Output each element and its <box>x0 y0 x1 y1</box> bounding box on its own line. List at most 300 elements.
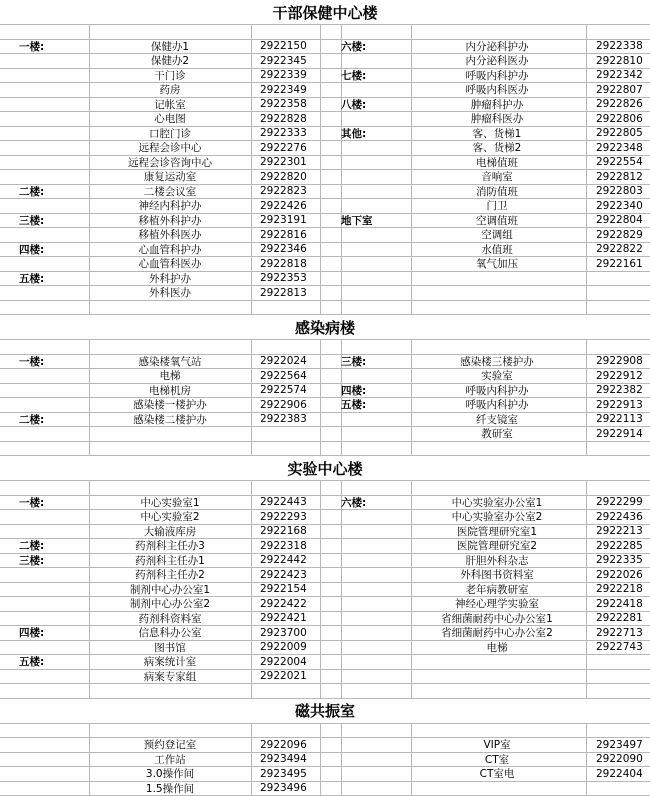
grid-line <box>586 243 587 257</box>
department-name <box>411 782 583 796</box>
grid-line <box>320 141 321 155</box>
phone-number: 2922213 <box>596 525 650 539</box>
table-row <box>0 612 650 627</box>
grid-line <box>320 69 321 83</box>
phone-number: 2922339 <box>260 69 320 83</box>
department-name: 中心实验室1 <box>89 496 251 510</box>
grid-line <box>320 510 321 524</box>
table-row <box>0 112 650 127</box>
grid-line <box>586 626 587 640</box>
floor-label <box>19 69 89 83</box>
table-row <box>0 25 650 40</box>
floor-label: 二楼: <box>19 539 89 553</box>
grid-line <box>586 525 587 539</box>
floor-label <box>341 54 411 68</box>
grid-line <box>586 83 587 97</box>
floor-label: 地下室 <box>341 214 411 228</box>
phone-number <box>596 481 650 495</box>
grid-line <box>586 655 587 669</box>
table-row <box>0 655 650 670</box>
department-name: 外科护办 <box>89 272 251 286</box>
floor-label <box>341 83 411 97</box>
table-row <box>0 127 650 142</box>
phone-number <box>596 442 650 456</box>
phone-number: 2922281 <box>596 612 650 626</box>
phone-number: 2922564 <box>260 369 320 383</box>
grid-line <box>320 199 321 213</box>
department-name <box>411 340 583 354</box>
grid-line <box>586 199 587 213</box>
grid-line <box>586 641 587 655</box>
phone-number <box>260 427 320 441</box>
department-name: 呼吸内科护办 <box>411 384 583 398</box>
grid-line <box>251 641 252 655</box>
phone-number <box>596 655 650 669</box>
table-row <box>0 481 650 496</box>
grid-line <box>320 597 321 611</box>
grid-line <box>251 69 252 83</box>
department-name: 心血管科医办 <box>89 257 251 271</box>
grid-line <box>320 112 321 126</box>
grid-line <box>251 54 252 68</box>
department-name: 工作站 <box>89 753 251 767</box>
grid-line <box>320 228 321 242</box>
department-name <box>89 301 251 315</box>
floor-label <box>341 369 411 383</box>
phone-number: 2922442 <box>260 554 320 568</box>
department-name: 电梯 <box>411 641 583 655</box>
department-name: 心血管科护办 <box>89 243 251 257</box>
grid-line <box>586 112 587 126</box>
floor-label: 三楼: <box>19 554 89 568</box>
floor-label <box>341 301 411 315</box>
phone-number <box>260 301 320 315</box>
table-row <box>0 398 650 413</box>
floor-label <box>19 753 89 767</box>
grid-line <box>251 40 252 54</box>
grid-line <box>320 767 321 781</box>
grid-line <box>320 355 321 369</box>
department-name: 1.5操作间 <box>89 782 251 796</box>
grid-line <box>586 597 587 611</box>
department-name: 教研室 <box>411 427 583 441</box>
grid-line <box>251 496 252 510</box>
grid-line <box>320 340 321 354</box>
phone-number: 2922340 <box>596 199 650 213</box>
grid-line <box>320 214 321 228</box>
department-name <box>89 25 251 39</box>
phone-number: 2922318 <box>260 539 320 553</box>
floor-label <box>341 156 411 170</box>
grid-line <box>251 539 252 553</box>
table-row <box>0 355 650 370</box>
phone-number: 2922383 <box>260 413 320 427</box>
department-name: VIP室 <box>411 738 583 752</box>
phone-number: 2922805 <box>596 127 650 141</box>
department-name: 实验室 <box>411 369 583 383</box>
department-name: CT室 <box>411 753 583 767</box>
department-name: 内分泌科护办 <box>411 40 583 54</box>
floor-label: 三楼: <box>19 214 89 228</box>
department-name: 消防值班 <box>411 185 583 199</box>
department-name: 药剂科主任办1 <box>89 554 251 568</box>
floor-label <box>341 554 411 568</box>
floor-label <box>341 243 411 257</box>
table-row <box>0 40 650 55</box>
grid-line <box>251 83 252 97</box>
department-name: 电梯 <box>89 369 251 383</box>
grid-line <box>586 554 587 568</box>
department-name: 远程会诊中心 <box>89 141 251 155</box>
floor-label: 六楼: <box>341 40 411 54</box>
phone-number: 2922293 <box>260 510 320 524</box>
phone-number: 2922913 <box>596 398 650 412</box>
phone-number <box>596 340 650 354</box>
phone-number: 2922021 <box>260 670 320 684</box>
department-name: 呼吸内科护办 <box>411 398 583 412</box>
grid-line <box>251 597 252 611</box>
table-row <box>0 442 650 457</box>
grid-line <box>251 510 252 524</box>
grid-line <box>586 510 587 524</box>
floor-label <box>341 427 411 441</box>
grid-line <box>586 612 587 626</box>
grid-line <box>586 340 587 354</box>
grid-line <box>586 228 587 242</box>
grid-line <box>320 427 321 441</box>
phone-number: 2922912 <box>596 369 650 383</box>
phone-number <box>596 301 650 315</box>
table-row <box>0 286 650 301</box>
grid-line <box>586 286 587 300</box>
grid-line <box>586 753 587 767</box>
grid-line <box>320 272 321 286</box>
phone-number: 2922822 <box>596 243 650 257</box>
grid-line <box>320 655 321 669</box>
grid-line <box>320 583 321 597</box>
grid-line <box>320 413 321 427</box>
floor-label <box>341 525 411 539</box>
department-name: 神经心理学实验室 <box>411 597 583 611</box>
phone-number: 2922090 <box>596 753 650 767</box>
phone-number: 2922436 <box>596 510 650 524</box>
grid-line <box>251 156 252 170</box>
grid-line <box>251 369 252 383</box>
phone-number: 2922333 <box>260 127 320 141</box>
table-row <box>0 98 650 113</box>
floor-label <box>341 583 411 597</box>
grid-line <box>251 185 252 199</box>
floor-label <box>19 127 89 141</box>
table-row <box>0 510 650 525</box>
grid-line <box>320 554 321 568</box>
department-name: 空调值班 <box>411 214 583 228</box>
floor-label <box>341 738 411 752</box>
table-row <box>0 69 650 84</box>
grid-line <box>586 127 587 141</box>
grid-line <box>586 156 587 170</box>
grid-line <box>251 525 252 539</box>
grid-line <box>320 641 321 655</box>
phone-number <box>596 25 650 39</box>
department-name: 电梯值班 <box>411 156 583 170</box>
table-row <box>0 641 650 656</box>
phone-number: 2922828 <box>260 112 320 126</box>
floor-label <box>19 782 89 796</box>
floor-label: 二楼: <box>19 413 89 427</box>
department-name <box>411 670 583 684</box>
phone-number: 2922426 <box>260 199 320 213</box>
grid-line <box>586 413 587 427</box>
grid-line <box>586 69 587 83</box>
phone-number: 2922154 <box>260 583 320 597</box>
department-name: 感染楼一楼护办 <box>89 398 251 412</box>
department-name: 感染楼氧气站 <box>89 355 251 369</box>
floor-label: 七楼: <box>341 69 411 83</box>
department-name <box>411 684 583 698</box>
department-name <box>89 442 251 456</box>
grid-line <box>251 170 252 184</box>
phone-number <box>596 782 650 796</box>
grid-line <box>251 355 252 369</box>
department-name: CT室电 <box>411 767 583 781</box>
grid-line <box>320 398 321 412</box>
grid-line <box>251 684 252 698</box>
floor-label <box>19 98 89 112</box>
grid-line <box>586 583 587 597</box>
department-name: 感染楼三楼护办 <box>411 355 583 369</box>
table-row <box>0 301 650 316</box>
floor-label <box>19 525 89 539</box>
department-name: 保健办2 <box>89 54 251 68</box>
floor-label: 六楼: <box>341 496 411 510</box>
department-name: 口腔门诊 <box>89 127 251 141</box>
floor-label <box>341 626 411 640</box>
phone-number: 2922906 <box>260 398 320 412</box>
department-name: 客、货梯2 <box>411 141 583 155</box>
section-title: 干部保健中心楼 <box>0 0 650 24</box>
department-name: 老年病教研室 <box>411 583 583 597</box>
grid-line <box>586 427 587 441</box>
phone-number <box>260 684 320 698</box>
grid-line <box>586 170 587 184</box>
floor-label <box>341 199 411 213</box>
grid-line <box>251 301 252 315</box>
department-name <box>411 442 583 456</box>
grid-line <box>251 384 252 398</box>
phone-number: 2922820 <box>260 170 320 184</box>
table-row <box>0 554 650 569</box>
department-name: 肿瘤科护办 <box>411 98 583 112</box>
floor-label <box>19 568 89 582</box>
department-name: 制剂中心办公室2 <box>89 597 251 611</box>
grid-line <box>320 25 321 39</box>
section-title: 感染病楼 <box>0 315 650 339</box>
grid-line <box>586 272 587 286</box>
department-name: 移植外科医办 <box>89 228 251 242</box>
floor-label <box>19 141 89 155</box>
floor-label <box>19 54 89 68</box>
phone-number: 2922342 <box>596 69 650 83</box>
phone-number: 2922404 <box>596 767 650 781</box>
department-name: 中心实验室办公室1 <box>411 496 583 510</box>
table-row <box>0 369 650 384</box>
phone-number: 2922421 <box>260 612 320 626</box>
department-name <box>411 655 583 669</box>
phone-number: 2922574 <box>260 384 320 398</box>
grid-line <box>320 568 321 582</box>
phone-number: 2922826 <box>596 98 650 112</box>
floor-label <box>19 427 89 441</box>
phone-number: 2922713 <box>596 626 650 640</box>
floor-label <box>341 481 411 495</box>
department-name <box>411 25 583 39</box>
grid-line <box>586 98 587 112</box>
department-name: 氧气加压 <box>411 257 583 271</box>
grid-line <box>320 753 321 767</box>
phone-number: 2922096 <box>260 738 320 752</box>
department-name: 远程会诊咨询中心 <box>89 156 251 170</box>
floor-label: 五楼: <box>19 272 89 286</box>
phone-number <box>260 340 320 354</box>
floor-label <box>341 141 411 155</box>
phone-number: 2922813 <box>260 286 320 300</box>
phone-number: 2922823 <box>260 185 320 199</box>
floor-label <box>19 442 89 456</box>
grid-line <box>320 286 321 300</box>
phone-number <box>596 724 650 738</box>
floor-label: 一楼: <box>19 355 89 369</box>
phone-number: 2922346 <box>260 243 320 257</box>
grid-line <box>251 141 252 155</box>
grid-line <box>251 442 252 456</box>
phone-number: 2923495 <box>260 767 320 781</box>
phone-number: 2923700 <box>260 626 320 640</box>
phone-number: 2922554 <box>596 156 650 170</box>
floor-label: 四楼: <box>19 626 89 640</box>
floor-label <box>19 228 89 242</box>
floor-label: 一楼: <box>19 40 89 54</box>
grid-line <box>320 481 321 495</box>
phone-number: 2922218 <box>596 583 650 597</box>
phone-number: 2922443 <box>260 496 320 510</box>
section-title: 磁共振室 <box>0 699 650 723</box>
grid-line <box>320 525 321 539</box>
grid-line <box>586 398 587 412</box>
floor-label: 其他: <box>341 127 411 141</box>
department-name: 3.0操作间 <box>89 767 251 781</box>
phone-number: 2922829 <box>596 228 650 242</box>
floor-label <box>19 340 89 354</box>
grid-line <box>251 612 252 626</box>
phone-number: 2922009 <box>260 641 320 655</box>
phone-number: 2922349 <box>260 83 320 97</box>
phone-number: 2922358 <box>260 98 320 112</box>
table-row <box>0 626 650 641</box>
grid-line <box>586 384 587 398</box>
grid-line <box>320 40 321 54</box>
department-name: 外科医办 <box>89 286 251 300</box>
department-name <box>411 481 583 495</box>
department-name <box>89 481 251 495</box>
phone-number: 2922803 <box>596 185 650 199</box>
department-name: 水值班 <box>411 243 583 257</box>
department-name <box>89 684 251 698</box>
grid-line <box>251 738 252 752</box>
phone-number: 2922353 <box>260 272 320 286</box>
table-row <box>0 670 650 685</box>
phone-number: 2922804 <box>596 214 650 228</box>
department-name: 记帐室 <box>89 98 251 112</box>
grid-line <box>251 25 252 39</box>
floor-label <box>19 724 89 738</box>
phone-number: 2922299 <box>596 496 650 510</box>
phone-number: 2922345 <box>260 54 320 68</box>
department-name: 内分泌科医办 <box>411 54 583 68</box>
floor-label <box>341 228 411 242</box>
floor-label: 四楼: <box>341 384 411 398</box>
department-name: 感染楼二楼护办 <box>89 413 251 427</box>
department-name: 信息科办公室 <box>89 626 251 640</box>
grid-line <box>251 214 252 228</box>
grid-line <box>251 199 252 213</box>
table-row <box>0 257 650 272</box>
phone-number <box>596 670 650 684</box>
department-name <box>89 724 251 738</box>
table-row <box>0 583 650 598</box>
phone-number: 2922382 <box>596 384 650 398</box>
floor-label <box>19 510 89 524</box>
grid-line <box>251 782 252 796</box>
table-row <box>0 413 650 428</box>
department-name <box>411 301 583 315</box>
department-name: 干门诊 <box>89 69 251 83</box>
grid-line <box>586 40 587 54</box>
section-title-row <box>0 456 650 481</box>
phone-number: 2922161 <box>596 257 650 271</box>
grid-line <box>320 369 321 383</box>
department-name: 空调组 <box>411 228 583 242</box>
grid-line <box>320 626 321 640</box>
table-row <box>0 724 650 739</box>
floor-label <box>341 612 411 626</box>
grid-line <box>251 583 252 597</box>
grid-line <box>586 301 587 315</box>
grid-line <box>251 568 252 582</box>
grid-line <box>320 496 321 510</box>
floor-label <box>341 597 411 611</box>
grid-line <box>586 25 587 39</box>
floor-label <box>341 340 411 354</box>
phone-number: 2923191 <box>260 214 320 228</box>
table-row <box>0 83 650 98</box>
table-row <box>0 272 650 287</box>
grid-line <box>251 340 252 354</box>
floor-label <box>341 724 411 738</box>
department-name <box>89 340 251 354</box>
grid-line <box>320 301 321 315</box>
phone-number: 2922914 <box>596 427 650 441</box>
grid-line <box>251 655 252 669</box>
phone-number <box>596 684 650 698</box>
phone-number <box>260 481 320 495</box>
floor-label <box>19 170 89 184</box>
department-name: 预约登记室 <box>89 738 251 752</box>
department-name <box>411 286 583 300</box>
grid-line <box>320 257 321 271</box>
floor-label <box>19 286 89 300</box>
department-name: 医院管理研究室1 <box>411 525 583 539</box>
